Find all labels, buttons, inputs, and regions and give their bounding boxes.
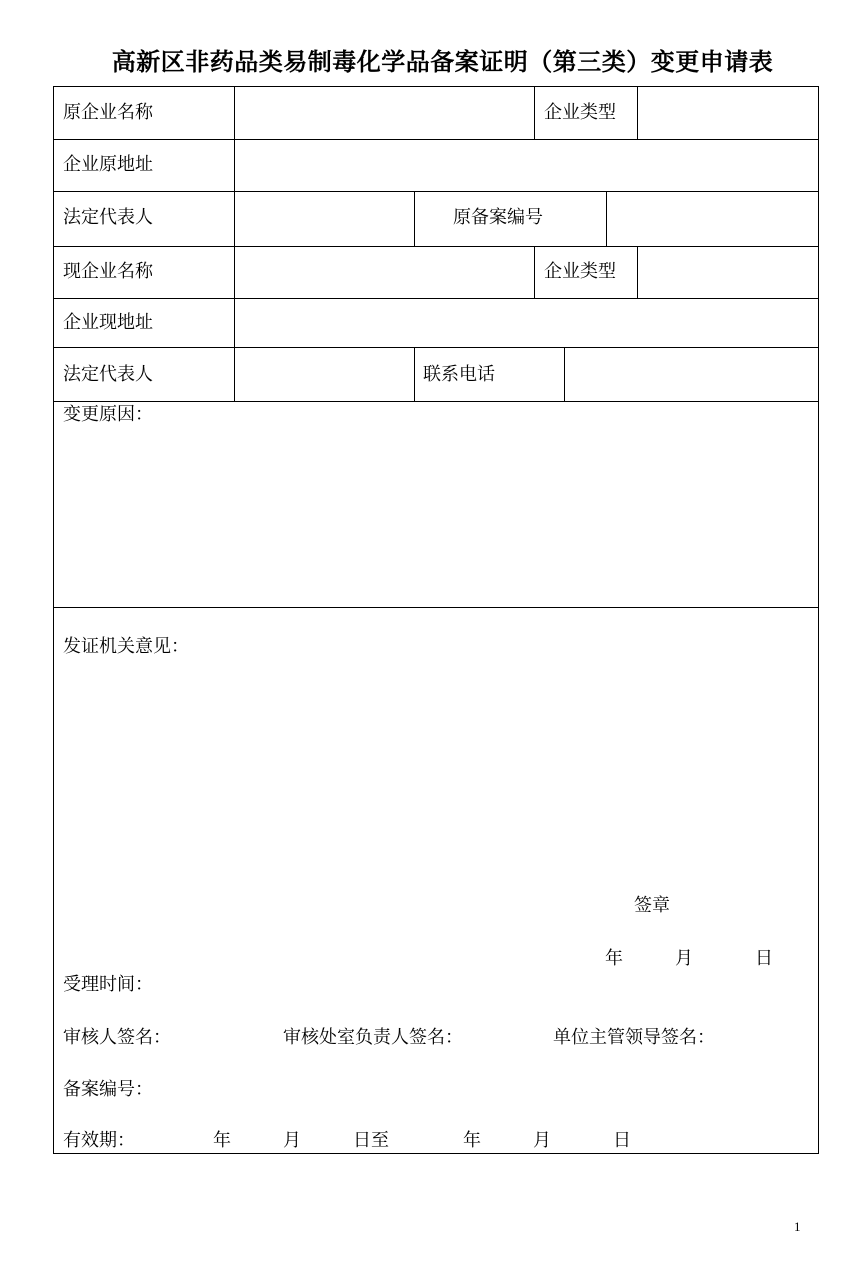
original-record-no-field[interactable] — [607, 192, 818, 246]
change-reason-field[interactable] — [55, 427, 818, 605]
seal-label: 签章 — [634, 895, 670, 916]
form-title: 高新区非药品类易制毒化学品备案证明（第三类）变更申请表 — [111, 48, 774, 76]
new-address-label: 企业现地址 — [63, 312, 153, 333]
new-name-field[interactable] — [235, 247, 534, 298]
enterprise-type-label: 企业类型 — [544, 261, 616, 282]
original-address-field[interactable] — [235, 140, 818, 191]
new-legal-rep-field[interactable] — [235, 348, 414, 401]
validity-end-day: 日 — [613, 1130, 631, 1151]
column-divider — [414, 191, 415, 246]
original-type-field[interactable] — [638, 88, 818, 139]
validity-label: 有效期： — [63, 1130, 135, 1151]
new-type-field[interactable] — [638, 247, 818, 298]
validity-start-month: 月 — [283, 1130, 301, 1151]
column-divider — [414, 347, 415, 401]
new-name-label: 现企业名称 — [63, 261, 153, 282]
original-name-field[interactable] — [235, 88, 534, 139]
dept-head-signature-label: 审核处室负责人签名： — [283, 1027, 463, 1048]
original-record-no-label: 原备案编号 — [453, 207, 543, 228]
original-address-label: 企业原地址 — [63, 154, 153, 175]
page-number: 1 — [794, 1219, 801, 1234]
legal-rep-label: 法定代表人 — [63, 207, 153, 228]
enterprise-type-label: 企业类型 — [544, 102, 616, 123]
column-divider — [534, 246, 535, 298]
phone-label: 联系电话 — [423, 364, 495, 385]
accept-time-label: 受理时间： — [63, 974, 153, 995]
record-number-label: 备案编号： — [63, 1079, 153, 1100]
column-divider — [534, 87, 535, 139]
change-reason-label: 变更原因： — [63, 404, 153, 425]
reviewer-signature-label: 审核人签名： — [63, 1027, 171, 1048]
validity-end-year: 年 — [463, 1130, 481, 1151]
validity-end-month: 月 — [533, 1130, 551, 1151]
leader-signature-label: 单位主管领导签名： — [553, 1027, 715, 1048]
seal-day: 日 — [755, 948, 773, 969]
seal-year: 年 — [605, 948, 623, 969]
validity-start-day-to: 日至 — [353, 1130, 389, 1151]
row-divider — [54, 401, 818, 402]
row-divider — [54, 607, 818, 608]
phone-field[interactable] — [565, 348, 818, 401]
original-name-label: 原企业名称 — [63, 102, 153, 123]
validity-start-year: 年 — [213, 1130, 231, 1151]
new-address-field[interactable] — [235, 299, 818, 347]
authority-opinion-label: 发证机关意见： — [63, 636, 189, 657]
original-legal-rep-field[interactable] — [235, 192, 414, 246]
application-form — [53, 86, 819, 1154]
seal-month: 月 — [675, 948, 693, 969]
legal-rep-label: 法定代表人 — [63, 364, 153, 385]
